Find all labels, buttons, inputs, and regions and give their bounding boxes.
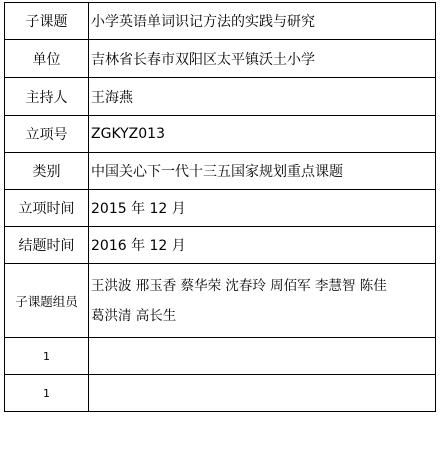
project-info-table [4,2,436,412]
row-subtopic [5,3,436,40]
unit-value: 吉林省长春市双阳区太平镇沃土小学 [89,40,436,78]
category-label: 类别 [5,153,89,190]
members-value [89,264,436,338]
extra-1-label: 1 [5,338,89,375]
host-value: 王海燕 [89,78,436,116]
start-date-value: 2015 年 12 月 [89,190,436,227]
extra-1-value [89,338,436,375]
host-label: 主持人 [5,78,89,116]
project-number-label: 立项号 [5,116,89,153]
row-end-date [5,227,436,264]
row-unit [5,40,436,78]
row-host [5,78,436,116]
row-members [5,264,436,338]
subtopic-value: 小学英语单词识记方法的实践与研究 [89,3,436,40]
subtopic-label: 子课题 [5,3,89,40]
row-start-date [5,190,436,227]
row-project-number [5,116,436,153]
members-line-1: 王洪波 邢玉香 蔡华荣 沈春玲 周佰军 李慧智 陈佳 [91,277,387,294]
unit-label: 单位 [5,40,89,78]
extra-2-label: 1 [5,375,89,412]
row-extra-1 [5,338,436,375]
project-number-value: ZGKYZ013 [89,116,436,153]
extra-2-value [89,375,436,412]
start-date-label: 立项时间 [5,190,89,227]
members-line-2: 葛洪清 高长生 [91,307,177,324]
members-label: 子课题组员 [5,264,89,338]
row-extra-2 [5,375,436,412]
end-date-label: 结题时间 [5,227,89,264]
end-date-value: 2016 年 12 月 [89,227,436,264]
row-category [5,153,436,190]
category-value: 中国关心下一代十三五国家规划重点课题 [89,153,436,190]
